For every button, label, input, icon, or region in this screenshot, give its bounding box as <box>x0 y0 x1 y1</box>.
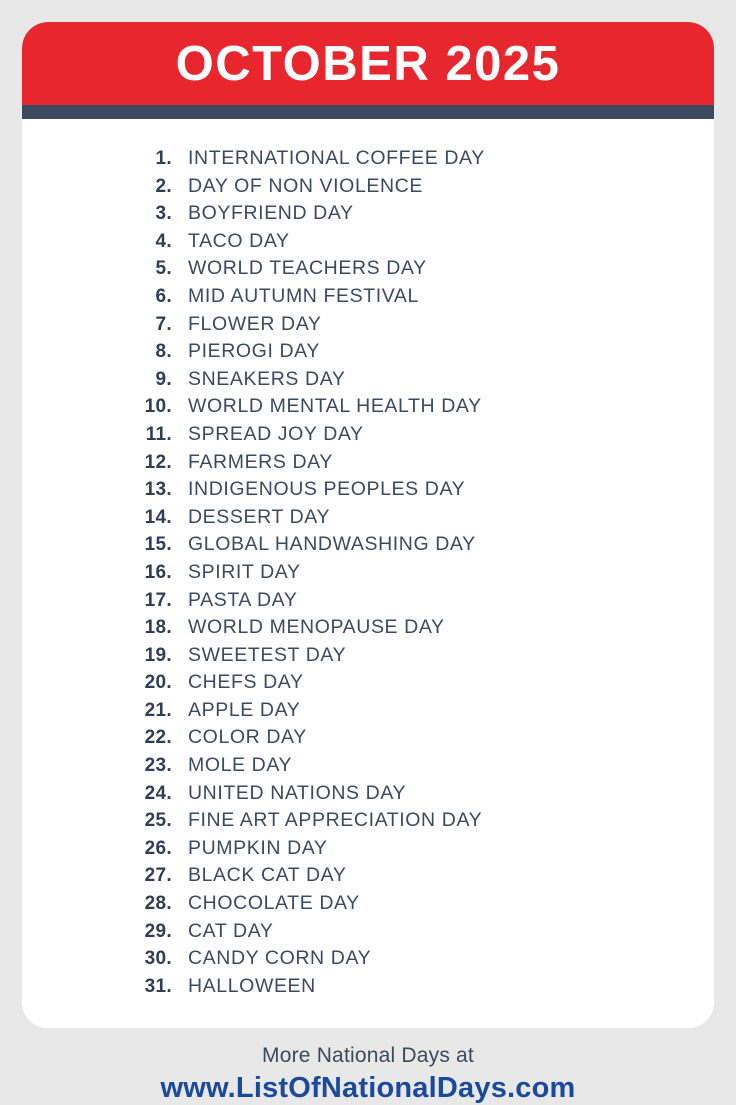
list-item <box>22 395 714 423</box>
list-item <box>22 285 714 313</box>
list-item-label: WORLD TEACHERS DAY <box>188 257 427 280</box>
list-item-label: SPREAD JOY DAY <box>188 422 364 445</box>
list-item-label: GLOBAL HANDWASHING DAY <box>188 533 476 556</box>
list-item <box>22 864 714 892</box>
list-item-label: FINE ART APPRECIATION DAY <box>188 809 483 832</box>
list-item-number: 29. <box>144 920 172 942</box>
list-item <box>22 726 714 754</box>
footer-tagline: More National Days at <box>262 1044 474 1068</box>
list-item-label: SWEETEST DAY <box>188 643 347 666</box>
list-item-number: 24. <box>144 782 172 804</box>
poster-footer <box>22 1028 714 1105</box>
header-divider <box>22 105 714 119</box>
list-item-label: CANDY CORN DAY <box>188 947 372 970</box>
list-item <box>22 975 714 1003</box>
list-item <box>22 754 714 782</box>
list-item-label: WORLD MENOPAUSE DAY <box>188 616 445 639</box>
list-item-number: 30. <box>144 948 172 970</box>
footer-website-link[interactable]: www.ListOfNationalDays.com <box>160 1072 576 1105</box>
list-item-number: 1. <box>155 148 172 169</box>
list-item <box>22 340 714 368</box>
list-item-label: CAT DAY <box>188 919 274 942</box>
list-item-number: 12. <box>144 451 172 473</box>
list-item-number: 21. <box>144 699 172 721</box>
list-item <box>22 561 714 589</box>
list-item-label: PUMPKIN DAY <box>188 836 328 859</box>
poster-header <box>22 22 714 105</box>
list-item-label: PIEROGI DAY <box>188 340 320 363</box>
list-item-label: CHOCOLATE DAY <box>188 892 360 915</box>
list-item <box>22 368 714 396</box>
list-item <box>22 230 714 258</box>
list-item-number: 5. <box>155 258 172 280</box>
list-item-number: 7. <box>155 313 172 335</box>
list-item-label: TACO DAY <box>188 229 290 252</box>
list-item <box>22 313 714 341</box>
list-item-label: UNITED NATIONS DAY <box>188 781 407 804</box>
list-item-number: 10. <box>144 396 172 418</box>
list-item <box>22 644 714 672</box>
list-item <box>22 202 714 230</box>
list-item-label: APPLE DAY <box>188 698 301 721</box>
list-item-number: 28. <box>144 893 172 915</box>
list-item-number: 20. <box>144 672 172 694</box>
list-item-number: 8. <box>155 341 172 363</box>
list-item-number: 25. <box>144 810 172 832</box>
list-item-label: DAY OF NON VIOLENCE <box>188 174 423 197</box>
list-item-number: 13. <box>144 479 172 501</box>
list-item-number: 31. <box>144 975 172 997</box>
list-item <box>22 175 714 203</box>
list-item-number: 6. <box>155 285 172 307</box>
list-item <box>22 589 714 617</box>
list-item-label: BOYFRIEND DAY <box>188 202 354 225</box>
list-item-number: 16. <box>144 561 172 583</box>
list-item-number: 27. <box>144 865 172 887</box>
list-item-number: 23. <box>144 755 172 777</box>
list-item-label: MOLE DAY <box>188 754 293 777</box>
list-item-number: 14. <box>144 506 172 528</box>
list-item-number: 11. <box>145 423 172 445</box>
list-item <box>22 947 714 975</box>
list-item-number: 19. <box>144 644 172 666</box>
list-item-label: BLACK CAT DAY <box>188 864 347 887</box>
list-item <box>22 257 714 285</box>
list-item-label: FLOWER DAY <box>188 312 322 335</box>
list-item-label: SNEAKERS DAY <box>188 367 346 390</box>
list-item <box>22 147 714 175</box>
list-item <box>22 423 714 451</box>
list-item <box>22 837 714 865</box>
list-item <box>22 451 714 479</box>
list-item <box>22 920 714 948</box>
list-item <box>22 616 714 644</box>
list-item-label: INTERNATIONAL COFFEE DAY <box>188 147 485 169</box>
list-item <box>22 809 714 837</box>
list-item-label: PASTA DAY <box>188 588 298 611</box>
list-item-number: 15. <box>144 534 172 556</box>
list-item-number: 17. <box>144 589 172 611</box>
list-item-label: MID AUTUMN FESTIVAL <box>188 284 419 307</box>
list-item-number: 4. <box>155 230 172 252</box>
list-item-label: SPIRIT DAY <box>188 560 301 583</box>
list-item-number: 2. <box>155 175 172 197</box>
list-item-label: INDIGENOUS PEOPLES DAY <box>188 478 466 501</box>
list-item-label: COLOR DAY <box>188 726 307 749</box>
calendar-card <box>22 22 714 1028</box>
list-item <box>22 782 714 810</box>
list-item-number: 22. <box>144 727 172 749</box>
list-item-label: HALLOWEEN <box>188 974 316 997</box>
list-item <box>22 533 714 561</box>
list-item-number: 3. <box>155 203 172 225</box>
list-item-label: FARMERS DAY <box>188 450 333 473</box>
list-item-label: CHEFS DAY <box>188 671 304 694</box>
national-days-list <box>22 119 714 1028</box>
list-item-label: DESSERT DAY <box>188 505 331 528</box>
list-item <box>22 506 714 534</box>
list-item <box>22 478 714 506</box>
list-item <box>22 892 714 920</box>
list-item-number: 18. <box>144 617 172 639</box>
list-item-number: 26. <box>144 837 172 859</box>
list-item-number: 9. <box>155 368 172 390</box>
list-item-label: WORLD MENTAL HEALTH DAY <box>188 395 482 418</box>
list-item <box>22 671 714 699</box>
page-title: OCTOBER 2025 <box>175 37 561 91</box>
list-item <box>22 699 714 727</box>
